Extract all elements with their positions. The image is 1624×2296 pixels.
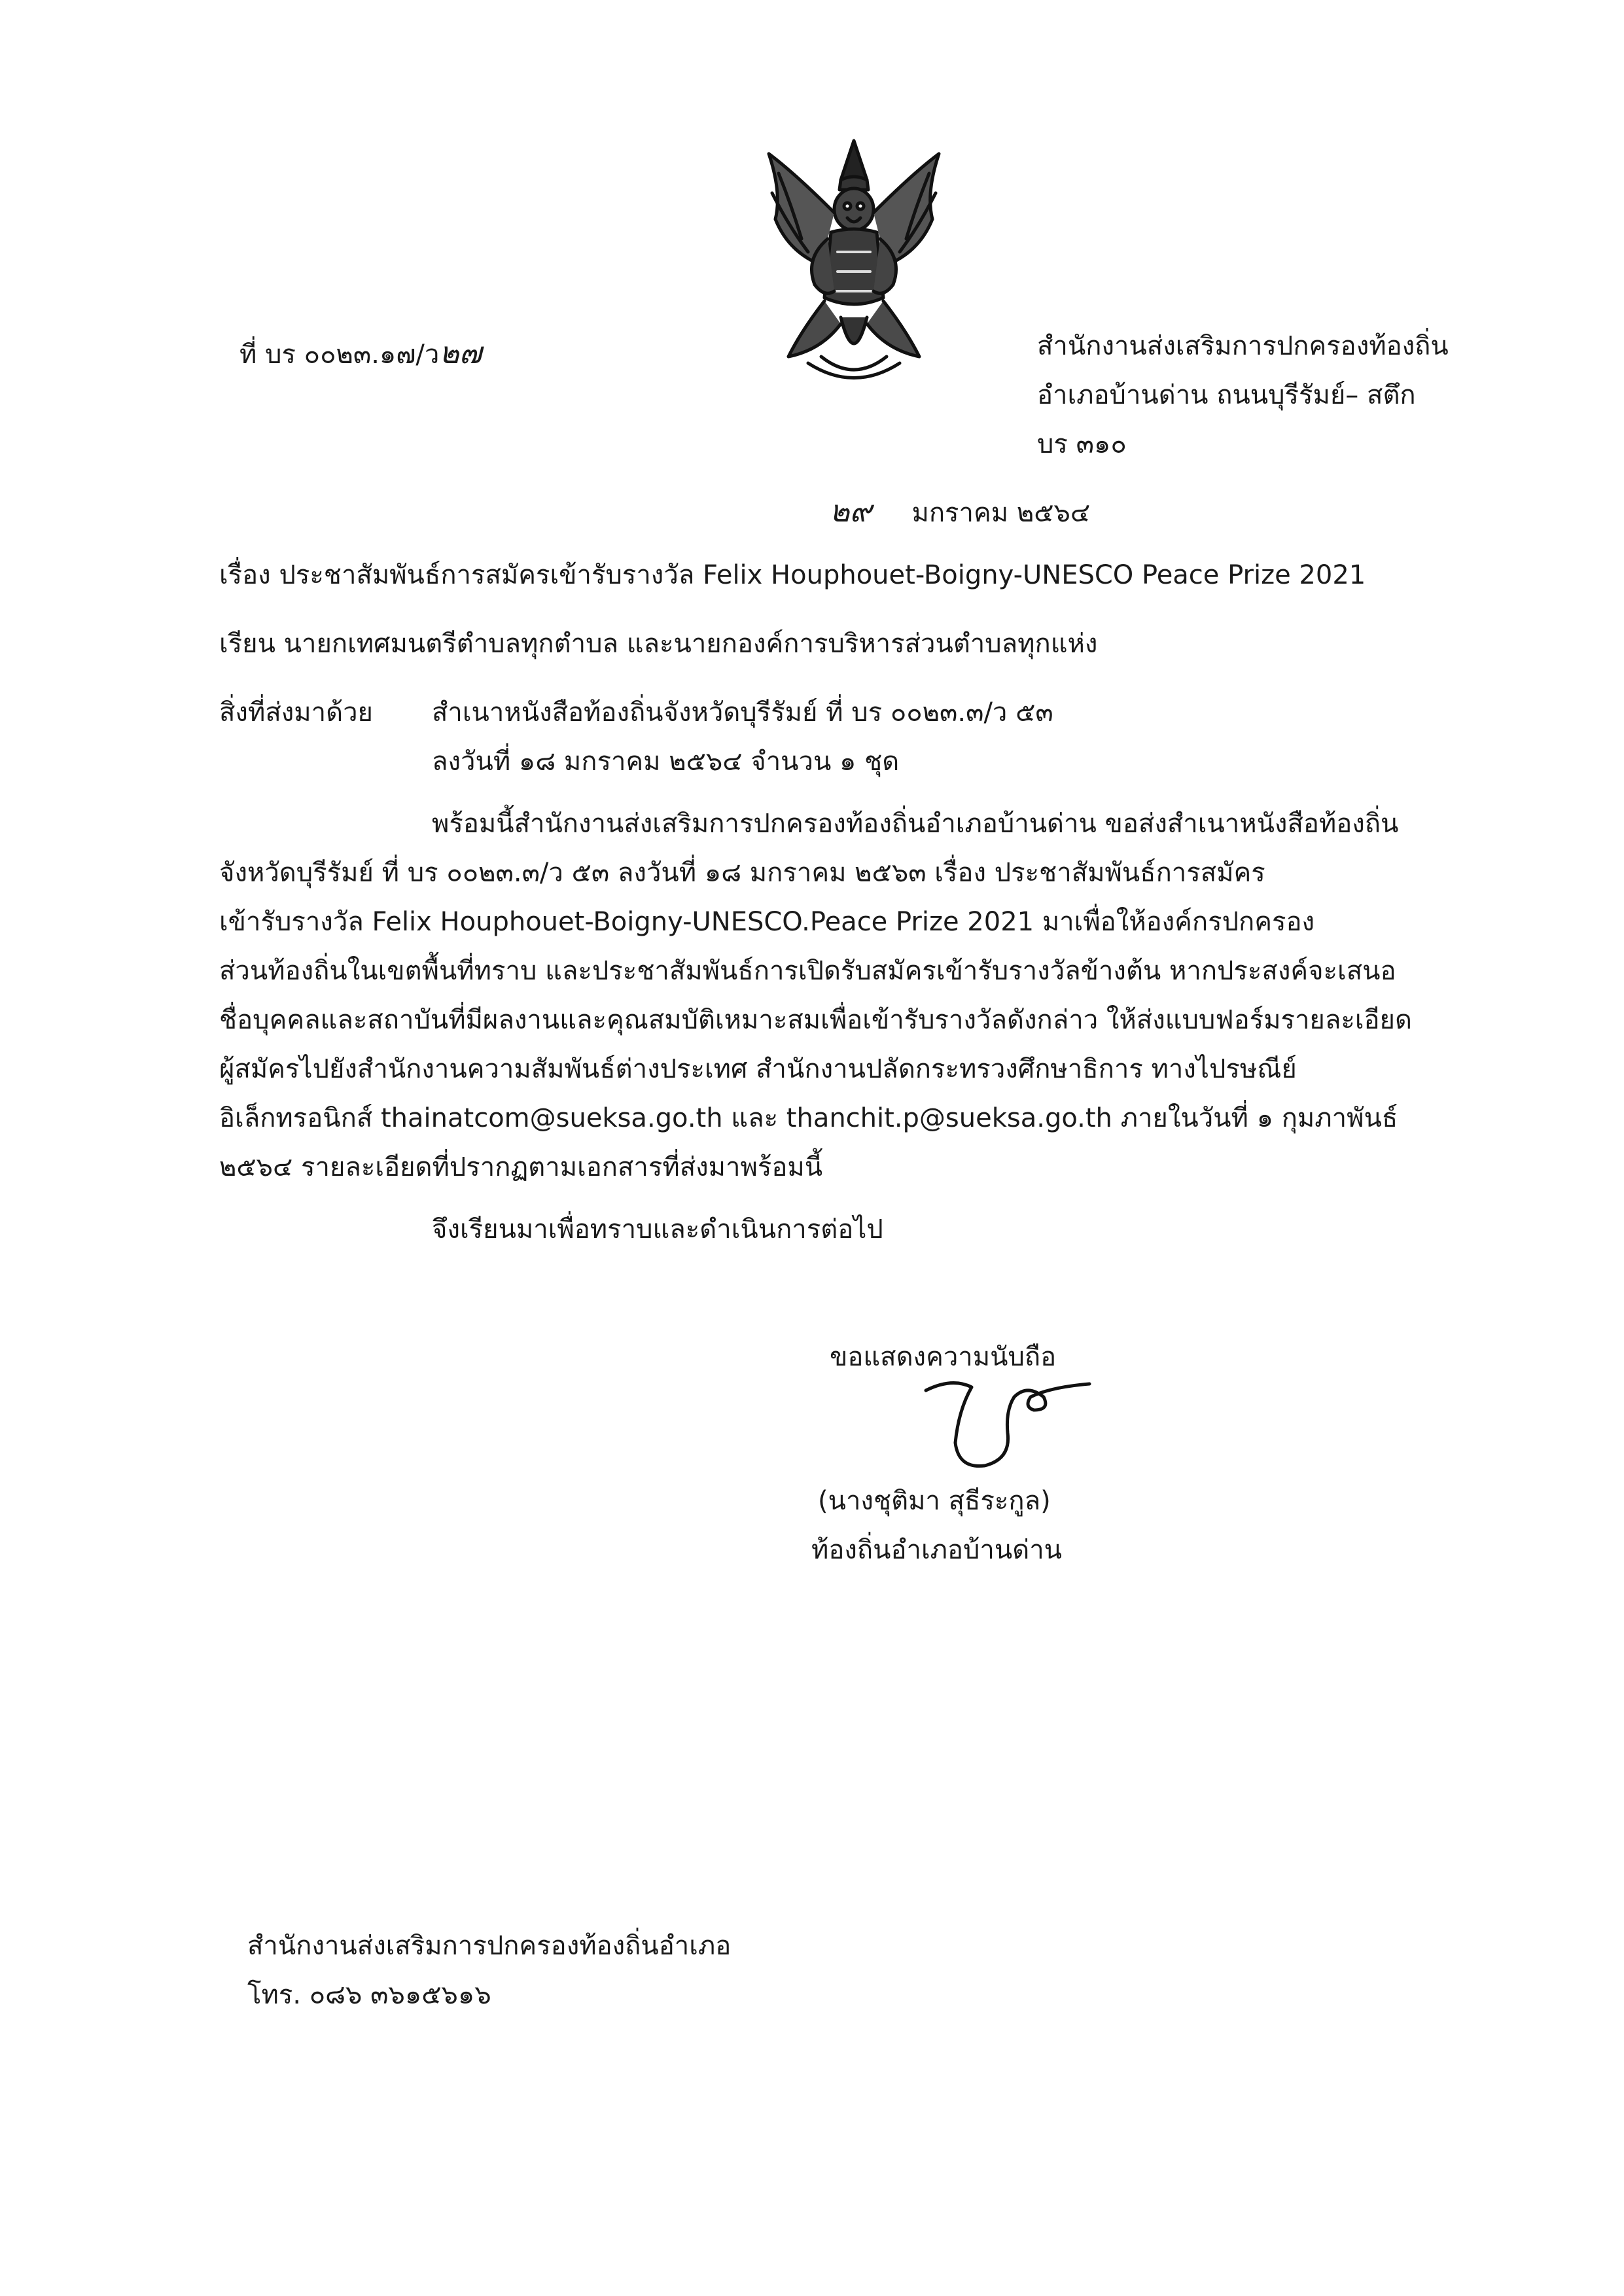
body-line: ชื่อบุคคลและสถาบันที่มีผลงานและคุณสมบัติเหมาะสมเพื่อเข้ารับรางวัลดังกล่าว ให้ส่งแบบฟอร์มรายละเอียด	[219, 1005, 1412, 1035]
date-printed: มกราคม ๒๕๖๔	[911, 498, 1091, 528]
body-line: จังหวัดบุรีรัมย์ ที่ บร ๐๐๒๓.๓/ว ๕๓ ลงวันที่ ๑๘ มกราคม ๒๕๖๓ เรื่อง ประชาสัมพันธ์การสมัคร	[219, 858, 1265, 888]
letter-date	[830, 492, 1090, 532]
reference-number	[239, 334, 482, 374]
subject-line	[219, 556, 1366, 594]
reference-printed: ที่ บร ๐๐๒๓.๑๗/ว	[239, 340, 440, 370]
office-address-line-3: บร ๓๑๐	[1037, 429, 1127, 459]
enclosure-label: สิ่งที่ส่งมาด้วย	[219, 698, 373, 728]
recipient-text: นายกเทศมนตรีตำบลทุกตำบล และนายกองค์การบริหารส่วนตำบลทุกแห่ง	[283, 629, 1098, 659]
reference-handwritten: ๒๗	[439, 335, 482, 370]
enclosure-line-2: ลงวันที่ ๑๘ มกราคม ๒๕๖๔ จำนวน ๑ ชุด	[432, 747, 900, 777]
recipient-line	[219, 625, 1097, 663]
office-address-line-2: อำเภอบ้านด่าน ถนนบุรีรัมย์– สตึก	[1037, 380, 1416, 410]
body-line: ๒๕๖๔ รายละเอียดที่ปรากฏตามเอกสารที่ส่งมาพร้อมนี้	[219, 1152, 823, 1182]
enclosure-line-1: สำเนาหนังสือท้องถิ่นจังหวัดบุรีรัมย์ ที่ บร ๐๐๒๓.๓/ว ๕๓	[432, 698, 1053, 728]
office-address-line-1: สำนักงานส่งเสริมการปกครองท้องถิ่น	[1037, 331, 1449, 361]
date-handwritten: ๒๙	[830, 493, 872, 529]
handwritten-signature-icon	[913, 1371, 1109, 1495]
recipient-label: เรียน	[219, 629, 275, 659]
body-line: ผู้สมัครไปยังสำนักงานความสัมพันธ์ต่างประเทศ สำนักงานปลัดกระทรวงศึกษาธิการ ทางไปรษณีย์	[219, 1054, 1297, 1084]
signatory-position: ท้องถิ่นอำเภอบ้านด่าน	[811, 1535, 1063, 1565]
closing-line: จึงเรียนมาเพื่อทราบและดำเนินการต่อไป	[432, 1214, 883, 1245]
signatory-name: (นางชุติมา สุธีระกูล)	[818, 1486, 1051, 1516]
subject-label: เรื่อง	[219, 560, 271, 590]
footer-office: สำนักงานส่งเสริมการปกครองท้องถิ่นอำเภอ	[247, 1931, 732, 1961]
subject-text: ประชาสัมพันธ์การสมัครเข้ารับรางวัล Felix Houphouet-Boigny-UNESCO Peace Prize 2021	[279, 560, 1366, 590]
salutation: ขอแสดงความนับถือ	[830, 1342, 1057, 1372]
body-line: พร้อมนี้สำนักงานส่งเสริมการปกครองท้องถิ่นอำเภอบ้านด่าน ขอส่งสำเนาหนังสือท้องถิ่น	[432, 809, 1399, 839]
body-line: เข้ารับรางวัล Felix Houphouet-Boigny-UNESCO.Peace Prize 2021 มาเพื่อให้องค์กรปกครอง	[219, 907, 1315, 937]
garuda-emblem-icon	[743, 134, 965, 383]
footer-phone: โทร. ๐๘๖ ๓๖๑๕๖๑๖	[247, 1980, 491, 2010]
body-line: อิเล็กทรอนิกส์ thainatcom@sueksa.go.th และ thanchit.p@sueksa.go.th ภายในวันที่ ๑ กุมภาพันธ์	[219, 1103, 1398, 1133]
body-line: ส่วนท้องถิ่นในเขตพื้นที่ทราบ และประชาสัมพันธ์การเปิดรับสมัครเข้ารับรางวัลข้างต้น หากประสงค์จะเสนอ	[219, 956, 1396, 986]
